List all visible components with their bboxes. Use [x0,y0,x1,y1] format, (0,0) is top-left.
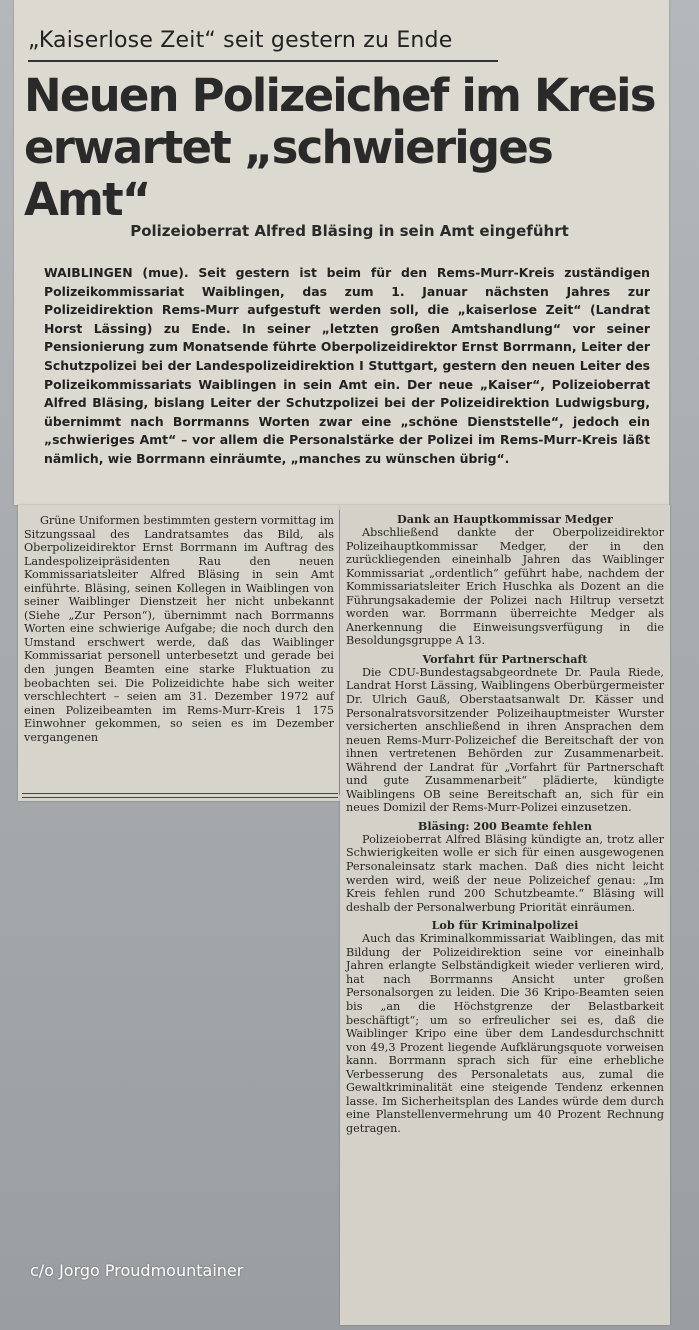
section-heading-vorfahrt: Vorfahrt für Partnerschaft [422,651,588,666]
section-heading-dank: Dank an Hauptkommissar Medger [397,512,613,526]
headline [24,70,669,226]
left-column [24,514,334,744]
left-column-text: Grüne Uniformen bestimmten gestern vormittag im Sitzungssaal des Landratsamtes das Bild, als Oberpolizeidirektor Ernst Borrmann im Auftrag des Landespolizeipräsidenten Rau den neuen Kommissariatsleiter Alfred Bläsing in sein Amt einführte. Bläsing, seinen Kollegen in Waiblingen von seiner Waiblinger Dienstzeit her nicht unbekannt (Siehe „Zur Person“), übernimmt nach Borrmanns Worten eine schwierige Aufgabe; die noch durch den Umstand erschwert werde, daß das Waiblinger Kommissariat personell unterbesetzt und gerade bei den jungen Beamten eine starke Fluktuation zu beobachten sei. Die Polizeidichte habe sich weiter verschlechtert – seien am 31. Dezember 1972 auf einen Polizeibeamten im Rems-Murr-Kreis 1 175 Einwohner gekommen, so seien es im Dezember vergangenen [24,514,334,744]
headline-line-1: Neuen Polizeichef im Kreis [24,69,655,122]
subheadline: Polizeioberrat Alfred Bläsing in sein Amt eingeführt [130,222,569,240]
section-body-lob: Auch das Kriminalkommissariat Waiblingen, das mit Bildung der Polizeidirektion seine vor eineinhalb Jahren erlangte Selbständigkeit wieder verlieren wird, hat nach Borrmanns Ansicht unter großen Personalsorgen zu leiden. Die 36 Kripo-Beamten seien bis „an die Höchstgrenze der Belastbarkeit beschäftigt“; um so erfreulicher sei es, daß die Waiblinger Kripo eine über dem Landesdurchschnitt von 49,3 Prozent liegende Aufklärungsquote vorweisen kann. Borrmann sprach sich für eine erhebliche Verbesserung des Personaletats aus, zumal die Gewaltkriminalität eine steigende Tendenz erkennen lasse. Im Sicherheitsplan des Landes würde dem durch eine Planstellenvermehrung um 40 Prozent Rechnung getragen. [346,932,664,1135]
left-column-end-rule [22,793,338,798]
section-heading-lob: Lob für Kriminalpolizei [431,918,579,933]
lead-paragraph: WAIBLINGEN (mue). Seit gestern ist beim für den Rems-Murr-Kreis zuständigen Polizeikommissariat Waiblingen, das zum 1. Januar nächsten Jahres zur Polizeidirektion Rems-Murr aufgestuft werden soll, die „kaiserlose Zeit“ (Landrat Horst Lässing) zu Ende. In seiner „letzten großen Amtshandlung“ vor seiner Pensionierung zum Monatsende führte Oberpolizeidirektor Ernst Borrmann, Leiter der Schutzpolizei bei der Landespolizeidirektion I Stuttgart, gestern den neuen Leiter des Polizeikommissariats Waiblingen in sein Amt ein. Der neue „Kaiser“, Polizeioberrat Alfred Bläsing, bislang Leiter der Schutzpolizei bei der Polizeidirektion Ludwigsburg, übernimmt nach Borrmanns Worten zwar eine „schöne Dienststelle“, jedoch ein „schwieriges Amt“ – vor allem die Personalstärke der Polizei im Rems-Murr-Kreis läßt nämlich, wie Borrmann einräumte, „manches zu wünschen übrig“. [44,265,650,466]
headline-line-2: erwartet „schwieriges Amt“ [24,121,552,226]
section-body-blaesing: Polizeioberrat Alfred Bläsing kündigte an, trotz aller Schwierigkeiten wolle er sich für einen ausgewogenen Personaleinsatz stark machen. Daß dies nicht leicht werden wird, weiß der neue Polizeichef genau: „Im Kreis fehlen rund 200 Schutzbeamte.“ Bläsing will deshalb der Personalwerbung Priorität einräumen. [346,832,664,914]
section-body-dank: Abschließend dankte der Oberpolizeidirektor Polizeihauptkommissar Medger, der in den zurückliegenden eineinhalb Jahren das Waiblinger Kommissariat „ordentlich“ geführt habe, nachdem der Kommissariatsleiter Erich Huschka als Dozent an die Führungsakademie der Polizei nach Hiltrup versetzt worden war. Borrmann überreichte Medger als Anerkennung die Einweisungsverfügung in die Besoldungsgruppe A 13. [346,526,664,648]
column-divider [339,510,340,795]
right-column [346,512,664,1135]
photo-credit-watermark: c/o Jorgo Proudmountainer [30,1261,244,1280]
section-heading-blaesing: Bläsing: 200 Beamte fehlen [417,818,593,833]
kicker-underline [28,60,498,62]
section-body-vorfahrt: Die CDU-Bundestagsabgeordnete Dr. Paula Riede, Landrat Horst Lässing, Waiblingens Oberbürgermeister Dr. Ulrich Gauß, Oberstaatsanwalt Dr. Kässer und Personalratsvorsitzender Polizeihauptmeister Wurster versicherten anschließend in ihren Ansprachen dem neuen Rems-Murr-Polizeichef die Bereitschaft der von ihnen vertretenen Behörden zur Zusammenarbeit. Während der Landrat für „Vorfahrt für Partnerschaft und gute Zusammenarbeit“ plädierte, kündigte Waiblingens OB seine Bereitschaft an, sich für ein neues Domizil der Rems-Murr-Polizei einzusetzen. [346,665,664,815]
kicker-line: „Kaiserlose Zeit“ seit gestern zu Ende [28,28,453,53]
